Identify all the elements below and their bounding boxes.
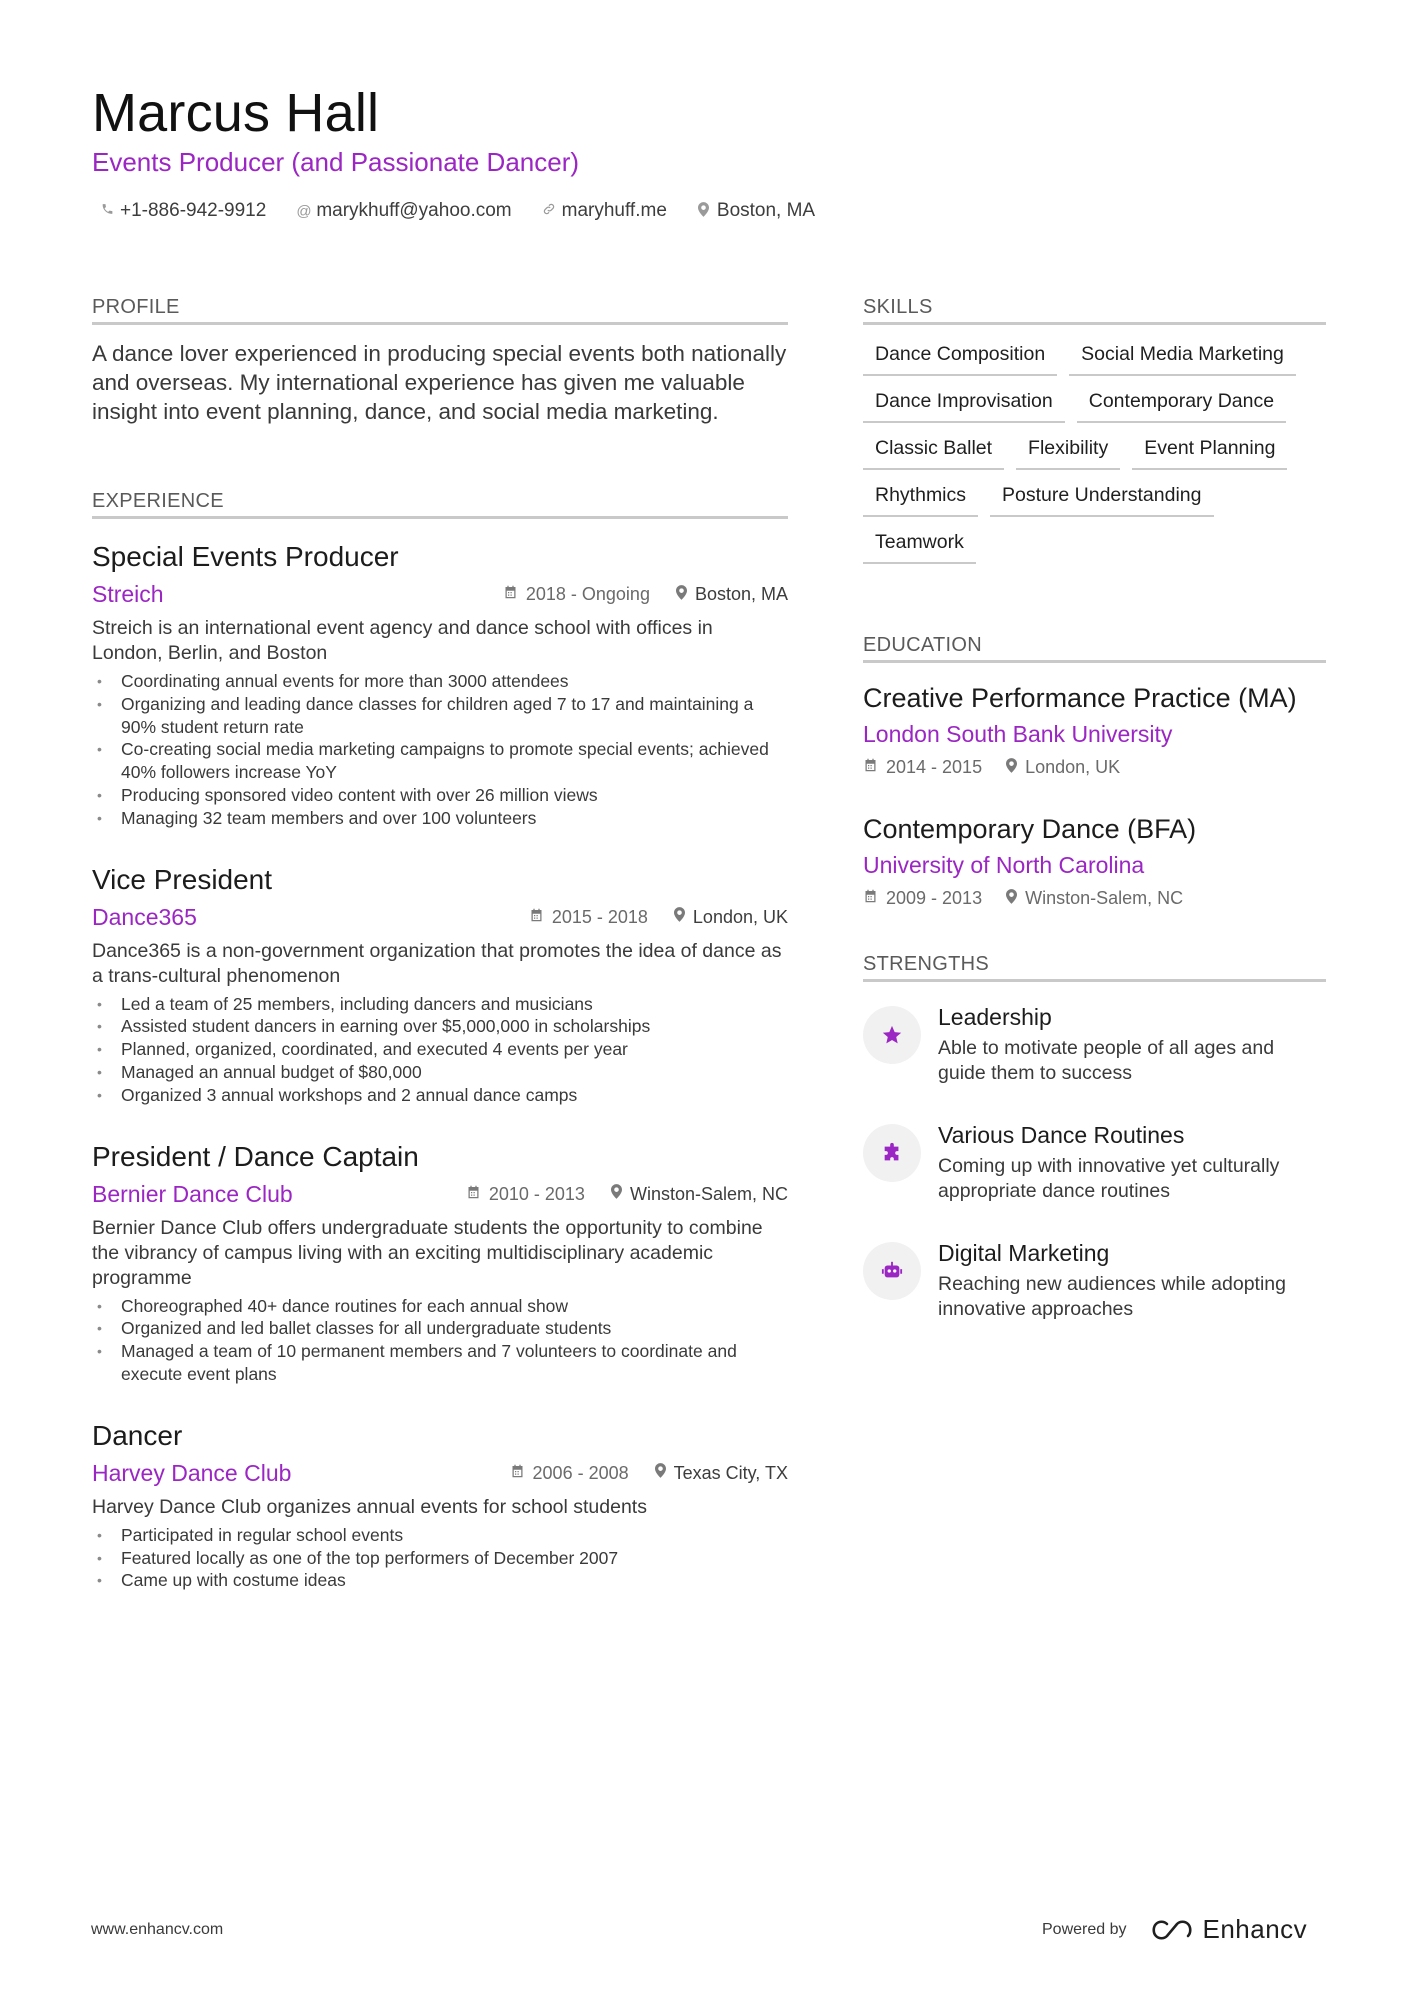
- job-bullets: [92, 1295, 788, 1386]
- education-heading: EDUCATION: [863, 634, 1326, 663]
- location-pin-icon: [1006, 758, 1017, 778]
- strength-item: [863, 1004, 1326, 1086]
- job-dates-text: 2010 - 2013: [488, 1183, 585, 1204]
- skill-tag: Dance Composition: [863, 343, 1057, 376]
- job-meta: [529, 907, 788, 928]
- profile-summary: A dance lover experienced in producing special events both nationally and overseas. My international experience has given me valuable insight into event planning, dance, and social media marketing.: [92, 341, 787, 424]
- star-icon: [863, 1006, 921, 1064]
- brand-logo[interactable]: [1149, 1914, 1308, 1945]
- right-column: [863, 296, 1326, 1358]
- job-title: Vice President: [92, 863, 273, 895]
- job-location-text: Winston-Salem, NC: [629, 1183, 788, 1204]
- job-bullet: • Co-creating social media marketing campaigns to promote special events; achieved 40% followers increase YoY: [92, 738, 788, 784]
- strength-description: Reaching new audiences while adopting innovative approaches: [938, 1273, 1286, 1320]
- contact-email-text: marykhuff@yahoo.com: [316, 200, 512, 221]
- contact-phone[interactable]: [100, 200, 266, 222]
- education-meta: [863, 888, 1326, 909]
- job-meta: [503, 584, 788, 605]
- job-bullet: • Came up with costume ideas: [92, 1569, 788, 1592]
- job-location: [655, 1463, 788, 1484]
- job-dates-text: 2018 - Ongoing: [525, 584, 650, 604]
- brand-name: Enhancv: [1202, 1914, 1308, 1944]
- location-pin-icon: [676, 585, 687, 605]
- strength-text: [938, 1004, 1326, 1086]
- job-bullet: • Assisted student dancers in earning over $5,000,000 in scholarships: [92, 1015, 788, 1038]
- contact-location-text: Boston, MA: [716, 200, 816, 221]
- job-header-row: [92, 1181, 788, 1208]
- degree-title: Creative Performance Practice (MA): [863, 683, 1297, 713]
- job-dates-text: 2006 - 2008: [532, 1462, 629, 1483]
- job-bullet: • Planned, organized, coordinated, and executed 4 events per year: [92, 1038, 788, 1061]
- link-icon: [542, 202, 556, 220]
- education-location-text: London, UK: [1025, 757, 1121, 777]
- job-bullets: [92, 993, 788, 1107]
- job-bullets: [92, 1524, 788, 1592]
- job-description: Harvey Dance Club organizes annual events for school students: [92, 1495, 647, 1518]
- experience-heading: EXPERIENCE: [92, 490, 788, 519]
- education-dates-text: 2014 - 2015: [886, 757, 983, 777]
- enhancv-logo-icon: [1149, 1918, 1195, 1942]
- skill-tag: Dance Improvisation: [863, 390, 1065, 423]
- education-location: [1006, 757, 1120, 778]
- job-meta: [510, 1463, 788, 1484]
- strength-title: Various Dance Routines: [938, 1122, 1185, 1148]
- school-name[interactable]: London South Bank University: [863, 721, 1173, 747]
- powered-by-label: Powered by: [1042, 1920, 1127, 1938]
- calendar-icon: [510, 1463, 525, 1484]
- location-pin-icon: [697, 202, 711, 221]
- strength-text: [938, 1122, 1326, 1204]
- calendar-icon: [863, 888, 878, 909]
- job-location: [611, 1184, 788, 1205]
- job-bullet: • Managing 32 team members and over 100 volunteers: [92, 807, 788, 830]
- contact-website[interactable]: [542, 200, 667, 222]
- robot-icon: [863, 1242, 921, 1300]
- contact-phone-text: +1-886-942-9912: [120, 200, 267, 221]
- strength-item: [863, 1122, 1326, 1204]
- education-dates-text: 2009 - 2013: [886, 888, 983, 908]
- job-title: President / Dance Captain: [92, 1140, 419, 1172]
- job-location: [676, 584, 788, 605]
- job-location-text: Boston, MA: [694, 584, 788, 604]
- job-bullet: • Organized and led ballet classes for all undergraduate students: [92, 1317, 788, 1340]
- contact-bar: [100, 200, 815, 222]
- calendar-icon: [503, 584, 518, 605]
- skill-tag: Flexibility: [1016, 437, 1120, 470]
- company-name[interactable]: Dance365: [92, 903, 197, 930]
- job-location-text: London, UK: [692, 906, 788, 927]
- contact-email[interactable]: [296, 200, 511, 222]
- skill-tag: Social Media Marketing: [1069, 343, 1296, 376]
- experience-entry: [92, 1420, 788, 1592]
- job-bullet: • Featured locally as one of the top performers of December 2007: [92, 1547, 788, 1570]
- job-bullet: • Led a team of 25 members, including dancers and musicians: [92, 993, 788, 1016]
- job-dates-text: 2015 - 2018: [551, 906, 648, 927]
- profile-heading: PROFILE: [92, 296, 788, 325]
- skill-tag: Classic Ballet: [863, 437, 1004, 470]
- phone-icon: [100, 202, 114, 220]
- left-column: [92, 296, 788, 1626]
- experience-entry: [92, 1141, 788, 1386]
- job-header-row: [92, 1460, 788, 1487]
- education-entry: [863, 683, 1326, 778]
- education-entry: [863, 814, 1326, 909]
- strength-title: Digital Marketing: [938, 1240, 1110, 1266]
- contact-location: [697, 200, 815, 222]
- job-bullet: • Producing sponsored video content with over 26 million views: [92, 784, 788, 807]
- job-bullet: • Organized 3 annual workshops and 2 annual dance camps: [92, 1084, 788, 1107]
- experience-entry: [92, 864, 788, 1107]
- location-pin-icon: [674, 907, 685, 927]
- company-name[interactable]: Bernier Dance Club: [92, 1180, 293, 1207]
- strength-description: Coming up with innovative yet culturally appropriate dance routines: [938, 1155, 1280, 1202]
- skills-list: [863, 343, 1326, 564]
- skills-heading: SKILLS: [863, 296, 1326, 325]
- job-location-text: Texas City, TX: [673, 1462, 788, 1483]
- education-section: [863, 634, 1326, 909]
- footer-website[interactable]: www.enhancv.com: [91, 1921, 224, 1938]
- calendar-icon: [529, 907, 544, 928]
- location-pin-icon: [655, 1463, 666, 1483]
- strengths-section: [863, 953, 1326, 1322]
- skill-tag: Rhythmics: [863, 484, 978, 517]
- job-header-row: [92, 581, 788, 608]
- job-bullet: • Participated in regular school events: [92, 1524, 788, 1547]
- contact-website-text: maryhuff.me: [561, 200, 667, 221]
- education-meta: [863, 757, 1326, 778]
- calendar-icon: [863, 757, 878, 778]
- strength-description: Able to motivate people of all ages and guide them to success: [938, 1037, 1275, 1084]
- job-bullet: • Choreographed 40+ dance routines for each annual show: [92, 1295, 788, 1318]
- skill-tag: Posture Understanding: [990, 484, 1213, 517]
- job-title: Dancer: [92, 1419, 183, 1451]
- education-dates: [863, 757, 982, 778]
- job-bullet: • Coordinating annual events for more than 3000 attendees: [92, 670, 788, 693]
- strengths-heading: STRENGTHS: [863, 953, 1326, 982]
- company-name[interactable]: Streich: [92, 581, 164, 607]
- at-icon: @: [296, 202, 312, 220]
- job-description: Streich is an international event agency and dance school with offices in London, Berlin, and Boston: [92, 617, 713, 664]
- company-name[interactable]: Harvey Dance Club: [92, 1459, 292, 1486]
- degree-title: Contemporary Dance (BFA): [863, 814, 1197, 844]
- job-dates: [529, 907, 648, 928]
- job-header-row: [92, 904, 788, 931]
- skill-tag: Event Planning: [1132, 437, 1287, 470]
- job-title: Special Events Producer: [92, 541, 399, 572]
- job-bullets: [92, 670, 788, 830]
- education-location: [1006, 888, 1183, 909]
- location-pin-icon: [1006, 889, 1017, 909]
- candidate-title: Events Producer (and Passionate Dancer): [92, 147, 580, 177]
- experience-entry: [92, 541, 788, 830]
- job-description: Bernier Dance Club offers undergraduate students the opportunity to combine the vibrancy of campus living with an exciting multidisciplinary academic programme: [92, 1216, 763, 1289]
- school-name[interactable]: University of North Carolina: [863, 852, 1145, 878]
- location-pin-icon: [611, 1184, 622, 1204]
- strength-text: [938, 1240, 1326, 1322]
- strength-item: [863, 1240, 1326, 1322]
- candidate-name: Marcus Hall: [92, 83, 380, 143]
- job-bullet: • Managed a team of 10 permanent members and 7 volunteers to coordinate and execute event plans: [92, 1340, 788, 1386]
- education-location-text: Winston-Salem, NC: [1025, 888, 1184, 908]
- skill-tag: Contemporary Dance: [1077, 390, 1286, 423]
- job-bullet: • Managed an annual budget of $80,000: [92, 1061, 788, 1084]
- job-dates: [510, 1463, 629, 1484]
- education-dates: [863, 888, 982, 909]
- job-bullet: • Organizing and leading dance classes for children aged 7 to 17 and maintaining a 90% student return rate: [92, 693, 788, 739]
- job-dates: [466, 1184, 585, 1205]
- footer-branding: [1042, 1914, 1307, 1945]
- job-dates: [503, 584, 650, 605]
- skill-tag: Teamwork: [863, 531, 976, 564]
- calendar-icon: [466, 1184, 481, 1205]
- strength-title: Leadership: [938, 1004, 1052, 1030]
- job-description: Dance365 is a non-government organization that promotes the idea of dance as a trans-cultural phenomenon: [92, 939, 782, 987]
- job-meta: [466, 1184, 788, 1205]
- puzzle-icon: [863, 1124, 921, 1182]
- job-location: [674, 907, 788, 928]
